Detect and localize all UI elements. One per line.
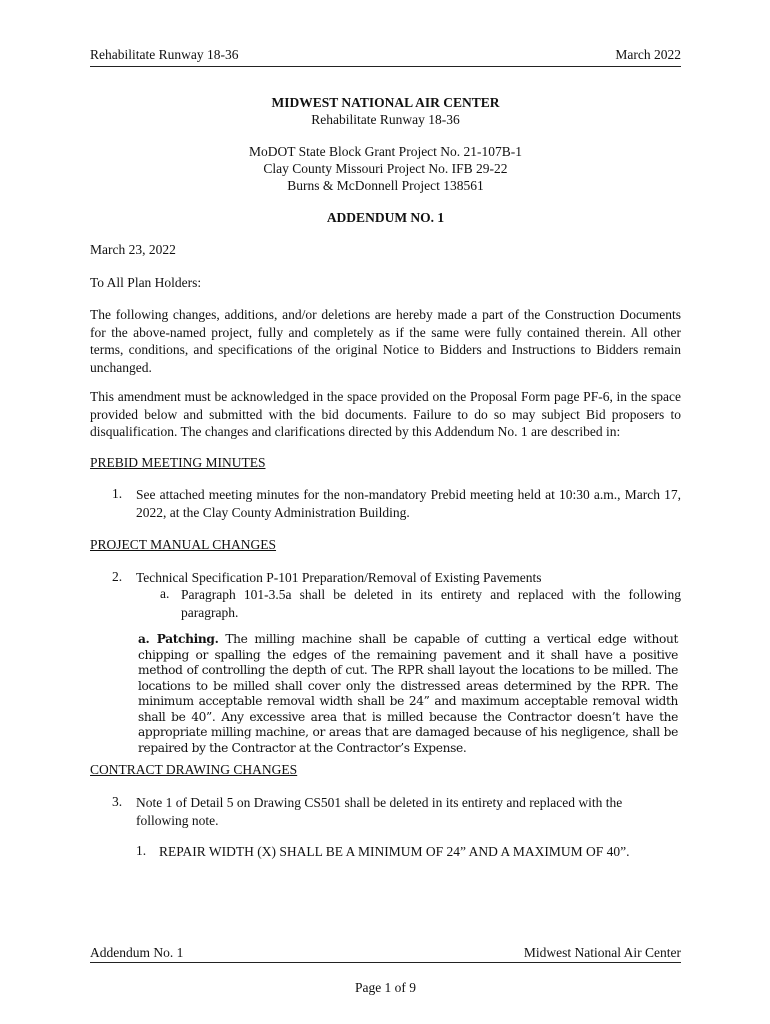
project-line-modot: MoDOT State Block Grant Project No. 21-107B-1 <box>248 144 523 159</box>
page-number: Page 1 of 9 <box>354 980 417 995</box>
header-left: Rehabilitate Runway 18-36 <box>90 47 239 62</box>
quote-body: The milling machine shall be capable of cutting a vertical edge without chipping or spalling the edges of the remaining pavement and it shall have a positive method of controlling the depth of cut. The RPR shall layout the locations to be milled. The locations to be milled shall cover only the distressed areas determined by the RPR. The minimum acceptable removal width shall be 24” and maximum acceptable removal width shall be 40”. Any excessive area that is milled because the Contractor doesn’t have the appropriate milling machine, or areas that are damaged because of his negligence, shall be repaired by the Contractor at the Contractor’s Expense. <box>138 632 678 755</box>
salutation: To All Plan Holders: <box>90 275 202 290</box>
quote-lead: a. Patching. <box>138 632 219 646</box>
header-right: March 2022 <box>615 47 681 62</box>
section-heading-project-manual: PROJECT MANUAL CHANGES <box>90 537 277 552</box>
footer-rule <box>90 962 681 963</box>
org-title: MIDWEST NATIONAL AIR CENTER <box>271 95 500 110</box>
replacement-paragraph <box>138 632 678 756</box>
footer-left: Addendum No. 1 <box>90 945 184 960</box>
item-text-cs501: Note 1 of Detail 5 on Drawing CS501 shall be deleted in its entirety and replaced with the following note. <box>136 795 623 828</box>
project-subtitle: Rehabilitate Runway 18-36 <box>311 112 460 127</box>
sub-item-letter: a. <box>160 586 170 601</box>
acknowledgement-paragraph: This amendment must be acknowledged in the space provided on the Proposal Form page PF-6, in the space provided below and submitted with the bid documents. Failure to do so may subject Bid proposers to disqualification. The changes and clarifications directed by this Addendum No. 1 are described in: <box>90 389 681 439</box>
note-number: 1. <box>136 843 147 858</box>
addendum-title: ADDENDUM NO. 1 <box>326 210 445 225</box>
item-number: 1. <box>112 486 123 501</box>
section-heading-contract-drawing: CONTRACT DRAWING CHANGES <box>90 762 298 777</box>
sub-item-text: Paragraph 101-3.5a shall be deleted in its entirety and replaced with the following paragraph. <box>181 587 681 620</box>
project-line-clay-county: Clay County Missouri Project No. IFB 29-22 <box>263 161 508 176</box>
item-number: 2. <box>112 569 123 584</box>
intro-paragraph: The following changes, additions, and/or deletions are hereby made a part of the Construction Documents for the above-named project, fully and completely as if the same were fully contained therein. All other terms, conditions, and specifications of the original Notice to Bidders and Instructions to Bidders remain unchanged. <box>90 307 681 375</box>
item-text-prebid: See attached meeting minutes for the non-mandatory Prebid meeting held at 10:30 a.m., March 17, 2022, at the Clay County Administration Building. <box>136 487 681 520</box>
item-number: 3. <box>112 794 123 809</box>
project-line-burns: Burns & McDonnell Project 138561 <box>287 178 484 193</box>
item-text-p101: Technical Specification P-101 Preparation/Removal of Existing Pavements <box>136 570 542 585</box>
footer-right: Midwest National Air Center <box>523 945 681 960</box>
note-text: REPAIR WIDTH (X) SHALL BE A MINIMUM OF 24” AND A MAXIMUM OF 40”. <box>159 844 630 859</box>
letter-date: March 23, 2022 <box>90 242 176 257</box>
section-heading-prebid: PREBID MEETING MINUTES <box>90 455 266 470</box>
header-rule <box>90 66 681 67</box>
